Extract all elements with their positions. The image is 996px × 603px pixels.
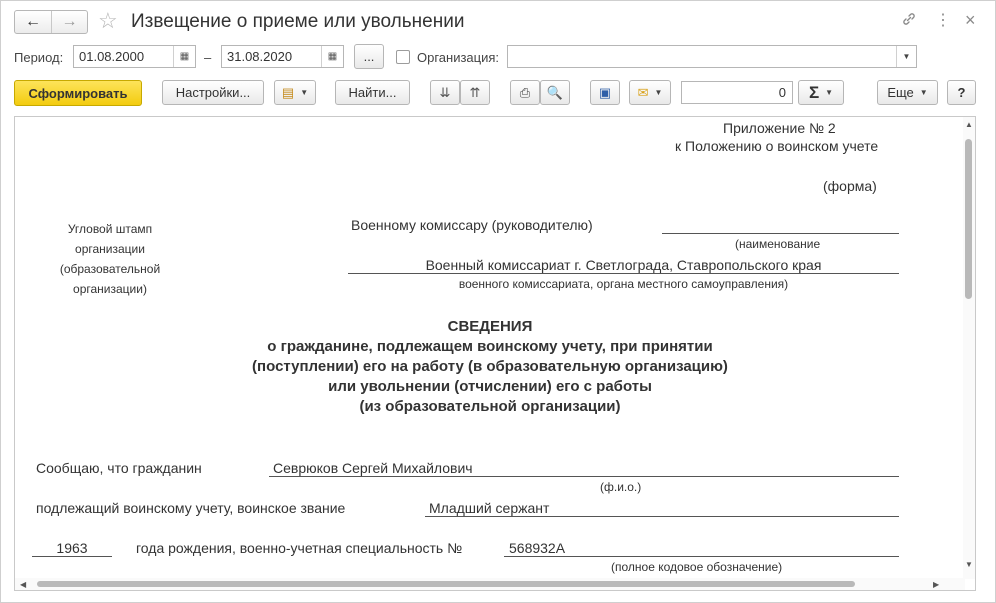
specialty-underline [504,556,899,557]
printer-icon: ⎙ [519,84,531,100]
citizen-label: Сообщаю, что гражданин [36,460,202,476]
fio-caption: (ф.и.о.) [600,480,642,494]
vertical-scroll-thumb[interactable] [965,139,972,299]
close-icon[interactable]: × [965,10,976,30]
commissariat-underline [348,273,899,274]
heading-line: (из образовательной организации) [359,398,621,415]
more-button[interactable] [877,80,938,105]
chevron-down-icon: ▼ [825,88,834,97]
save-button[interactable] [590,80,620,105]
expand-groups-icon: ⇊ [439,84,451,100]
heading-title: СВЕДЕНИЯ [447,318,533,335]
heading-line: или увольнении (отчислении) его с работы [328,378,652,395]
collapse-groups-icon: ⇈ [469,84,481,100]
appendix-line-1: Приложение № 2 [723,120,836,136]
rank-label: подлежащий воинскому учету, воинское звание [36,500,346,516]
generate-button[interactable]: Сформировать [14,80,142,106]
citizen-underline [269,476,899,477]
report-area[interactable] [14,116,976,591]
print-preview-icon: 🔍 [546,84,564,100]
commissariat-caption: военного комиссариата, органа местного самоуправления) [458,277,789,291]
citizen-name: Севрюков Сергей Михайлович [273,460,473,476]
chevron-down-icon[interactable]: ▼ [896,46,916,67]
horizontal-scrollbar[interactable] [15,578,965,590]
period-dash: – [204,50,212,65]
help-button[interactable]: ? [947,80,976,105]
rank-underline [425,516,899,517]
expand-groups-button[interactable] [430,80,460,105]
form-label: (форма) [823,178,877,194]
naming-caption: (наименование [735,237,821,251]
birth-year-underline [32,556,112,557]
period-to-field[interactable] [221,45,344,68]
scroll-right-icon[interactable]: ▶ [933,580,940,589]
scroll-left-icon[interactable]: ◀ [20,580,27,589]
stamp-line: организации [75,242,145,256]
stamp-text [45,219,175,299]
print-button[interactable] [510,80,540,105]
calendar-icon[interactable]: ▦ [321,46,343,67]
sum-field[interactable]: 0 [681,81,793,104]
code-caption: (полное кодовое обозначение) [611,560,783,574]
period-label: Период: [14,50,64,65]
find-button[interactable]: Найти... [335,80,410,105]
envelope-icon: ✉ [637,84,649,100]
appendix-line-2: к Положению о воинском учете [675,138,879,154]
scroll-down-icon[interactable]: ▼ [965,560,973,569]
back-button[interactable]: ← [24,13,41,30]
report-document [15,117,965,579]
print-preview-button[interactable] [540,80,570,105]
organization-checkbox[interactable] [396,50,410,64]
chevron-down-icon: ▼ [654,88,663,97]
title-bar [1,1,995,41]
sigma-icon: Σ [808,82,820,102]
navigation-buttons [14,10,88,34]
send-email-button[interactable] [629,80,671,105]
heading-line: (поступлении) его на работу (в образовательную организацию) [252,358,728,375]
rank-value: Младший сержант [429,500,550,516]
star-icon[interactable]: ☆ [98,8,118,33]
period-from-value: 01.08.2000 [79,49,145,64]
stamp-line: Угловой штамп [67,222,153,236]
link-icon[interactable] [901,11,917,33]
period-to-value: 31.08.2020 [227,49,293,64]
forward-button[interactable]: → [51,11,87,33]
collapse-groups-button[interactable] [460,80,490,105]
period-select-button[interactable]: ... [354,44,384,69]
chevron-down-icon: ▼ [300,88,309,97]
more-label: Еще [887,85,914,100]
commissariat-value: Военный комиссариат г. Светлограда, Ставропольского края [425,257,822,273]
organization-label: Организация: [417,50,500,65]
settings-button[interactable]: Настройки... [162,80,264,105]
commissar-label: Военному комиссару (руководителю) [351,217,593,233]
calendar-icon[interactable]: ▦ [173,46,195,67]
heading-line: о гражданине, подлежащем воинскому учету, при принятии [267,338,713,355]
variants-button[interactable] [274,80,316,105]
stamp-line: организации) [73,282,147,296]
commissar-underline [662,233,899,234]
vertical-scrollbar[interactable] [963,117,975,579]
specialty-value: 568932А [509,540,566,556]
window-title: Извещение о приеме или увольнении [131,11,465,32]
organization-field[interactable] [507,45,917,68]
birth-year: 1963 [56,540,88,556]
stamp-line: (образовательной [59,262,161,276]
floppy-disk-icon: ▣ [598,84,612,100]
sum-button[interactable] [798,80,844,105]
report-variants-icon: ▤ [281,84,295,100]
specialty-label: года рождения, военно-учетная специальность № [136,540,463,556]
more-options-icon[interactable]: ⋮ [935,12,951,29]
chevron-down-icon: ▼ [919,88,928,97]
period-from-field[interactable] [73,45,196,68]
horizontal-scroll-thumb[interactable] [37,581,855,587]
scroll-up-icon[interactable]: ▲ [965,120,973,129]
